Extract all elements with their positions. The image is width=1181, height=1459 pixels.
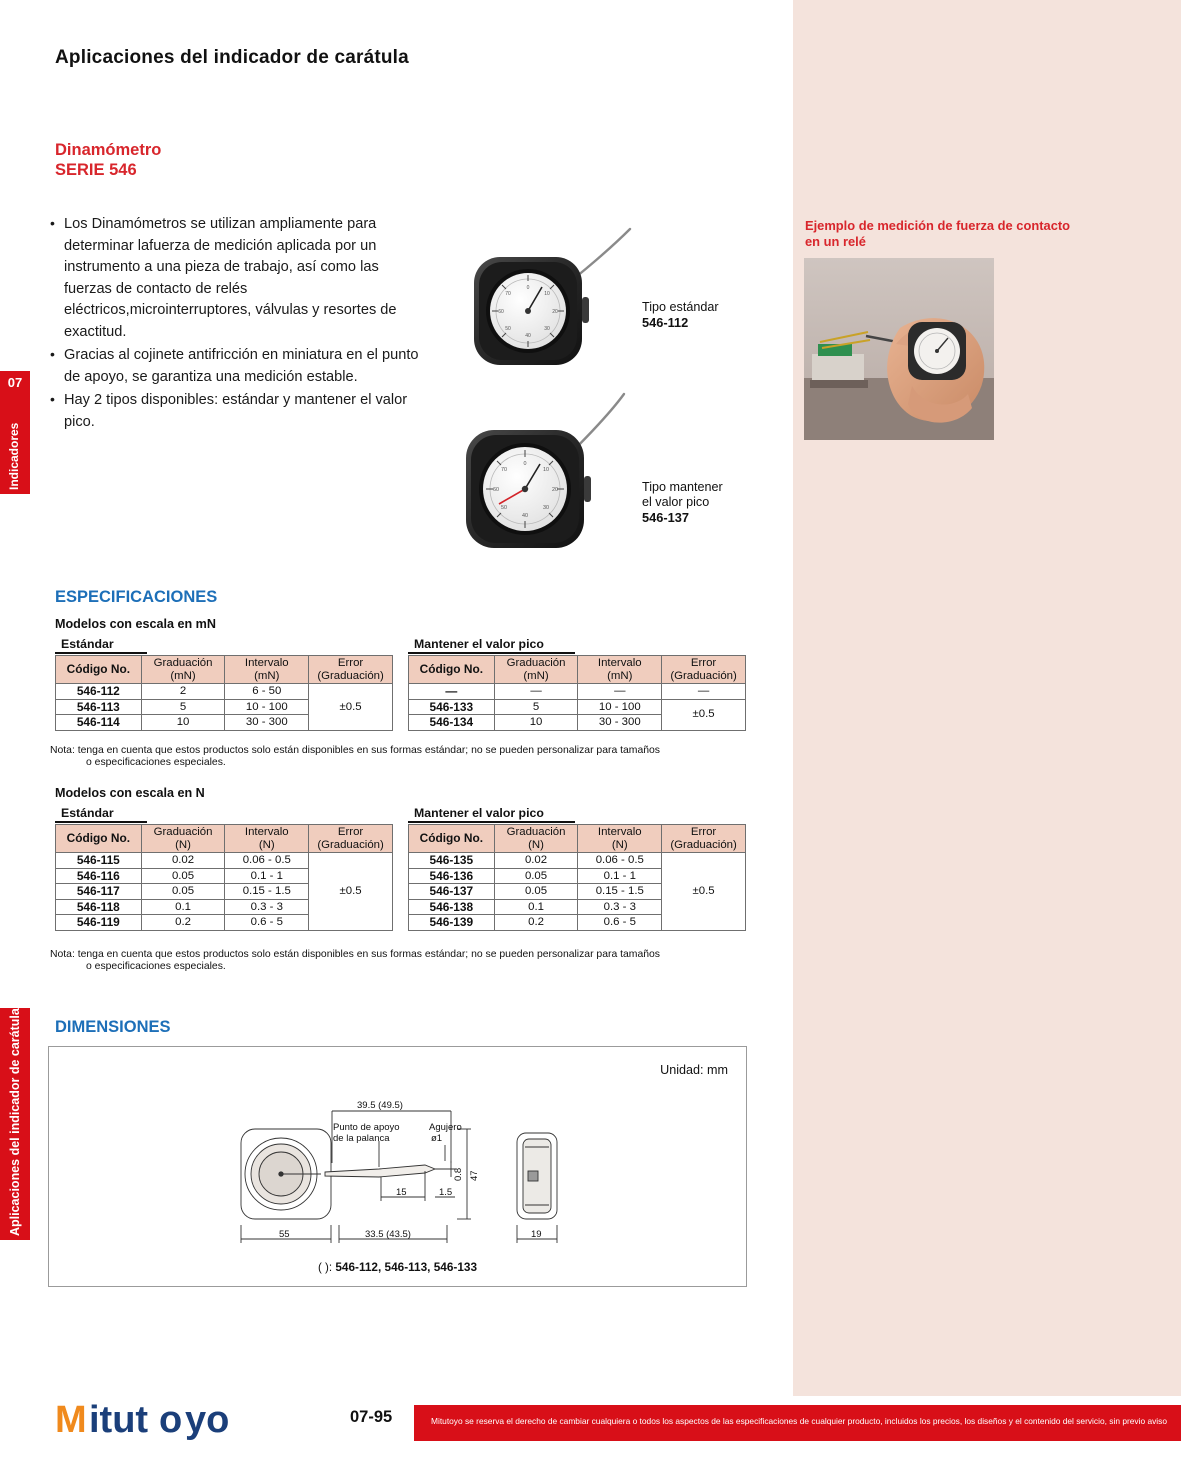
svg-text:50: 50: [501, 505, 507, 511]
col-header-error: Error (Graduación): [309, 656, 393, 684]
col-header-code: Código No.: [409, 825, 495, 853]
table-row: 546-135 0.02 0.06 - 0.5 ±0.5: [409, 853, 746, 869]
svg-text:20: 20: [552, 309, 558, 315]
svg-text:o: o: [159, 1399, 183, 1441]
error-value: ±0.5: [662, 699, 746, 730]
svg-text:10: 10: [544, 291, 550, 297]
col-header-graduation: Graduación (mN): [494, 656, 578, 684]
caption-peak-label-1: Tipo mantener: [642, 480, 723, 494]
list-item: • Gracias al cojinete antifricción en miniatura en el punto de apoyo, se garantiza una medición estable.: [50, 345, 430, 388]
dim-label-55: 55: [279, 1229, 290, 1240]
svg-text:30: 30: [543, 505, 549, 511]
list-item: • Los Dinamómetros se utilizan ampliamente para determinar lafuerza de medición aplicada por un instrumento a una pieza de trabajo, así como las fuerzas de contacto de relés eléctricos,microinterruptores, válvulas y resortes de exactitud.: [50, 214, 430, 343]
dim-label-pivot-2: de la palanca: [333, 1133, 390, 1144]
table-peak-n: [408, 824, 746, 931]
dim-label-15: 15: [396, 1187, 407, 1198]
col-header-code: Código No.: [56, 825, 142, 853]
table-row: 546-113 5 10 - 100: [56, 699, 393, 715]
caption-peak-code: 546-137: [642, 510, 689, 525]
dim-label-hole-1: Agujero: [429, 1122, 462, 1133]
page-number: 07-95: [350, 1408, 393, 1426]
col-header-error: Error (Graduación): [662, 656, 746, 684]
dim-label-pivot-1: Punto de apoyo: [333, 1122, 400, 1133]
col-header-error: Error (Graduación): [309, 825, 393, 853]
table-row: 546-116 0.05 0.1 - 1: [56, 868, 393, 884]
col-header-graduation: Graduación (mN): [141, 656, 225, 684]
error-value: ±0.5: [662, 853, 746, 931]
caption-standard-label: Tipo estándar: [642, 300, 719, 314]
svg-text:70: 70: [501, 467, 507, 473]
dim-label-hole-2: ø1: [431, 1133, 443, 1144]
note-n: Nota: tenga en cuenta que estos productos solo están disponibles en sus formas estándar; no se pueden personalizar para tamaños o especificaciones especiales.: [50, 949, 660, 972]
footer-disclaimer-bar: [414, 1405, 1181, 1441]
table-title-peak-mn: Mantener el valor pico: [408, 637, 575, 654]
svg-text:40: 40: [522, 513, 528, 519]
table-row: 546-119 0.2 0.6 - 5: [56, 915, 393, 931]
section-heading-specifications: ESPECIFICACIONES: [55, 588, 218, 606]
svg-text:M: M: [55, 1399, 87, 1441]
table-row: 546-114 10 30 - 300: [56, 715, 393, 731]
section-label-tab: [0, 1008, 30, 1240]
caption-standard-code: 546-112: [642, 315, 689, 330]
dimension-drawing: [229, 1085, 629, 1265]
section-heading-dimensions: DIMENSIONES: [55, 1018, 171, 1036]
svg-text:60: 60: [493, 487, 499, 493]
photo-heading-line-2: en un relé: [805, 233, 866, 249]
table-row: 546-118 0.1 0.3 - 3: [56, 899, 393, 915]
svg-text:0: 0: [523, 461, 527, 467]
table-row: 546-139 0.2 0.6 - 5: [409, 915, 746, 931]
section-label-text: Aplicaciones del indicador de carátula: [8, 1008, 22, 1236]
subheading-n-models: Modelos con escala en N: [55, 786, 205, 800]
caption-peak: [642, 480, 723, 526]
note-mn: Nota: tenga en cuenta que estos productos solo están disponibles en sus formas estándar; no se pueden personalizar para tamaños o especificaciones especiales.: [50, 745, 660, 768]
dimensions-footnote: ( ): 546-112, 546-113, 546-133: [317, 1260, 478, 1274]
col-header-interval: Intervalo (mN): [225, 656, 309, 684]
col-header-graduation: Graduación (N): [494, 825, 578, 853]
col-header-code: Código No.: [56, 656, 142, 684]
brand-logo: [55, 1399, 295, 1448]
table-row: 546-138 0.1 0.3 - 3: [409, 899, 746, 915]
error-value: ±0.5: [309, 853, 393, 931]
product-series: SERIE 546: [55, 161, 137, 179]
table-row: 546-137 0.05 0.15 - 1.5: [409, 884, 746, 900]
table-row: 546-112 2 6 - 50 ±0.5: [56, 684, 393, 700]
subheading-mn-models: Modelos con escala en mN: [55, 617, 216, 631]
feature-list: [50, 214, 430, 435]
svg-text:50: 50: [505, 326, 511, 332]
col-header-code: Código No.: [409, 656, 495, 684]
right-color-band: [793, 0, 1181, 1396]
error-value: ±0.5: [309, 684, 393, 731]
dim-label-19: 19: [531, 1229, 542, 1240]
col-header-interval: Intervalo (N): [225, 825, 309, 853]
caption-peak-label-2: el valor pico: [642, 495, 710, 509]
footer-disclaimer-text: Mitutoyo se reserva el derecho de cambiar cualquiera o todos los aspectos de las especificaciones de cualquier producto, incluidos los precios, los diseños y el contenido del servicio, sin previo aviso: [431, 1416, 1168, 1426]
svg-text:60: 60: [498, 309, 504, 315]
svg-text:itut: itut: [89, 1399, 149, 1441]
product-name: Dinamómetro: [55, 141, 162, 159]
svg-text:30: 30: [544, 326, 550, 332]
table-row: 546-115 0.02 0.06 - 0.5 ±0.5: [56, 853, 393, 869]
relay-measurement-photo: [804, 258, 994, 440]
dimensions-drawing-box: [48, 1046, 747, 1287]
table-row: 546-133 5 10 - 100 ±0.5: [409, 699, 746, 715]
table-title-standard-mn: Estándar: [55, 637, 147, 654]
svg-text:40: 40: [525, 333, 531, 339]
table-title-peak-n: Mantener el valor pico: [408, 806, 575, 823]
chapter-number-tab: 07: [0, 371, 30, 394]
table-title-standard-n: Estándar: [55, 806, 147, 823]
dim-label-47: 47: [469, 1170, 480, 1181]
svg-text:0: 0: [526, 285, 530, 291]
dim-label-0-8: 0.8: [453, 1167, 464, 1181]
unit-label: Unidad: mm: [660, 1063, 728, 1077]
table-row: 546-136 0.05 0.1 - 1: [409, 868, 746, 884]
dim-label-1-5: 1.5: [439, 1187, 453, 1198]
table-row: 546-117 0.05 0.15 - 1.5: [56, 884, 393, 900]
svg-text:yo: yo: [185, 1399, 230, 1441]
dim-label-top: 39.5 (49.5): [357, 1100, 403, 1111]
photo-heading-line-1: Ejemplo de medición de fuerza de contacto: [805, 218, 1071, 233]
list-item: • Hay 2 tipos disponibles: estándar y mantener el valor pico.: [50, 390, 430, 433]
col-header-graduation: Graduación (N): [141, 825, 225, 853]
photo-heading: [805, 218, 1145, 249]
col-header-interval: Intervalo (N): [578, 825, 662, 853]
svg-text:20: 20: [552, 487, 558, 493]
table-standard-mn: [55, 655, 393, 731]
error-value-dash: —: [662, 684, 746, 700]
table-row: 546-134 10 30 - 300: [409, 715, 746, 731]
col-header-interval: Intervalo (mN): [578, 656, 662, 684]
table-peak-mn: [408, 655, 746, 731]
svg-text:10: 10: [543, 467, 549, 473]
svg-text:70: 70: [505, 291, 511, 297]
caption-standard: [642, 300, 719, 331]
chapter-label-text: Indicadores: [7, 422, 21, 490]
table-row: — — — —: [409, 684, 746, 700]
dim-label-33-5: 33.5 (43.5): [365, 1229, 411, 1240]
col-header-error: Error (Graduación): [662, 825, 746, 853]
table-standard-n: [55, 824, 393, 931]
chapter-label-tab: [0, 394, 30, 494]
page-title: Aplicaciones del indicador de carátula: [55, 47, 409, 68]
